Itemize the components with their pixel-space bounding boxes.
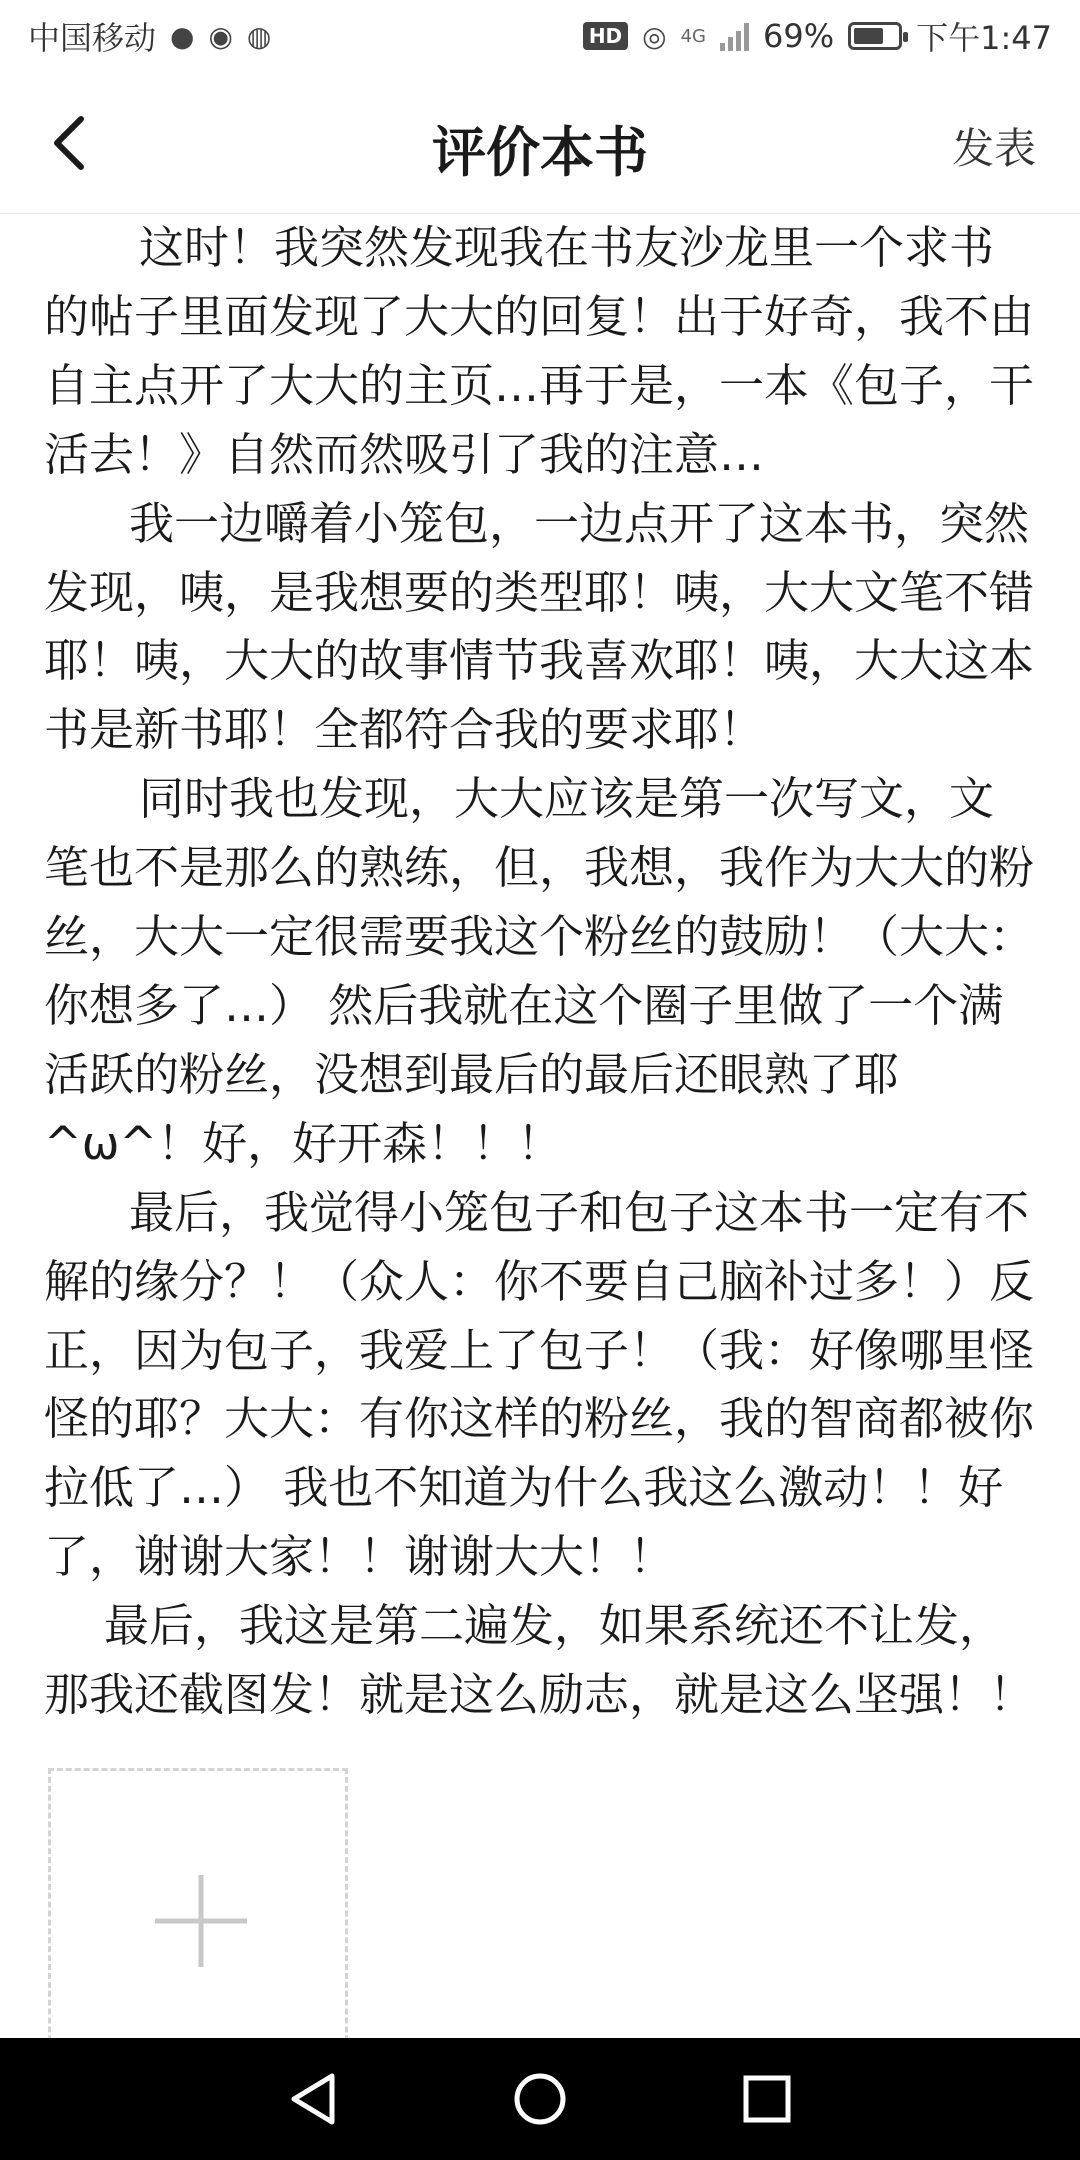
- eye-comfort-icon: ◎: [642, 19, 667, 53]
- review-paragraph: 同时我也发现，大大应该是第一次写文，文笔也不是那么的熟练，但，我想，我作为大大的粉丝，大大一定很需要我这个粉丝的鼓励！（大大：你想多了…） 然后我就在这个圈子里做了一个满活跃的粉丝，没想到最后的最后还眼熟了耶^ω^！好，好开森！！！: [44, 772, 1035, 1170]
- battery-icon: [848, 22, 902, 50]
- review-paragraph: 这时！我突然发现我在书友沙龙里一个求书的帖子里面发现了大大的回复！出于好奇，我不由自主点开了大大的主页…再于是，一本《包子，干活去！》自然而然吸引了我的注意…: [44, 221, 1035, 481]
- battery-fill: [854, 28, 883, 44]
- square-recent-icon: [743, 2075, 791, 2123]
- review-paragraph: 我一边嚼着小笼包，一边点开了这本书，突然发现，咦，是我想要的类型耶！咦，大大文笔不错耶！咦，大大的故事情节我喜欢耶！咦，大大这本书是新书耶！全都符合我的要求耶！: [44, 496, 1035, 757]
- plus-icon: [155, 1875, 247, 1967]
- chat-app-icon: ●: [170, 19, 195, 53]
- carrier-label: 中国移动: [28, 19, 157, 57]
- status-bar: [0, 0, 1080, 72]
- battery-percent: 69%: [763, 17, 835, 55]
- review-text-area[interactable]: [44, 214, 1036, 1730]
- review-paragraph: 最后，我这是第二遍发，如果系统还不让发，那我还截图发！就是这么励志，就是这么坚强！！: [44, 1599, 1035, 1722]
- add-image-button[interactable]: [48, 1768, 348, 2068]
- nav-back-button[interactable]: [283, 2069, 343, 2129]
- network-type-label: 4G: [680, 25, 706, 47]
- publish-button[interactable]: 发表: [951, 124, 1036, 173]
- hd-badge: HD: [583, 22, 628, 50]
- status-left: [28, 13, 271, 59]
- review-paragraph: 最后，我觉得小笼包子和包子这本书一定有不解的缘分？！（众人：你不要自己脑补过多！）反正，因为包子，我爱上了包子！（我：好像哪里怪怪的耶？大大：有你这样的粉丝，我的智商都被你拉低了…） 我也不知道为什么我这么激动！！好了，谢谢大家！！谢谢大大！！: [44, 1185, 1035, 1584]
- page-title: 评价本书: [432, 121, 648, 184]
- status-right: [583, 13, 1052, 59]
- app-notification-icon: ◉: [208, 19, 233, 53]
- nav-home-button[interactable]: [510, 2069, 570, 2129]
- music-app-icon: ◍: [246, 19, 272, 53]
- nav-recent-button[interactable]: [737, 2069, 797, 2129]
- circle-home-icon: [513, 2072, 567, 2126]
- clock: 下午1:47: [916, 19, 1052, 57]
- signal-icon: [720, 21, 749, 51]
- system-nav-bar: [0, 2038, 1080, 2160]
- header: [0, 72, 1080, 214]
- triangle-back-icon: [288, 2072, 338, 2126]
